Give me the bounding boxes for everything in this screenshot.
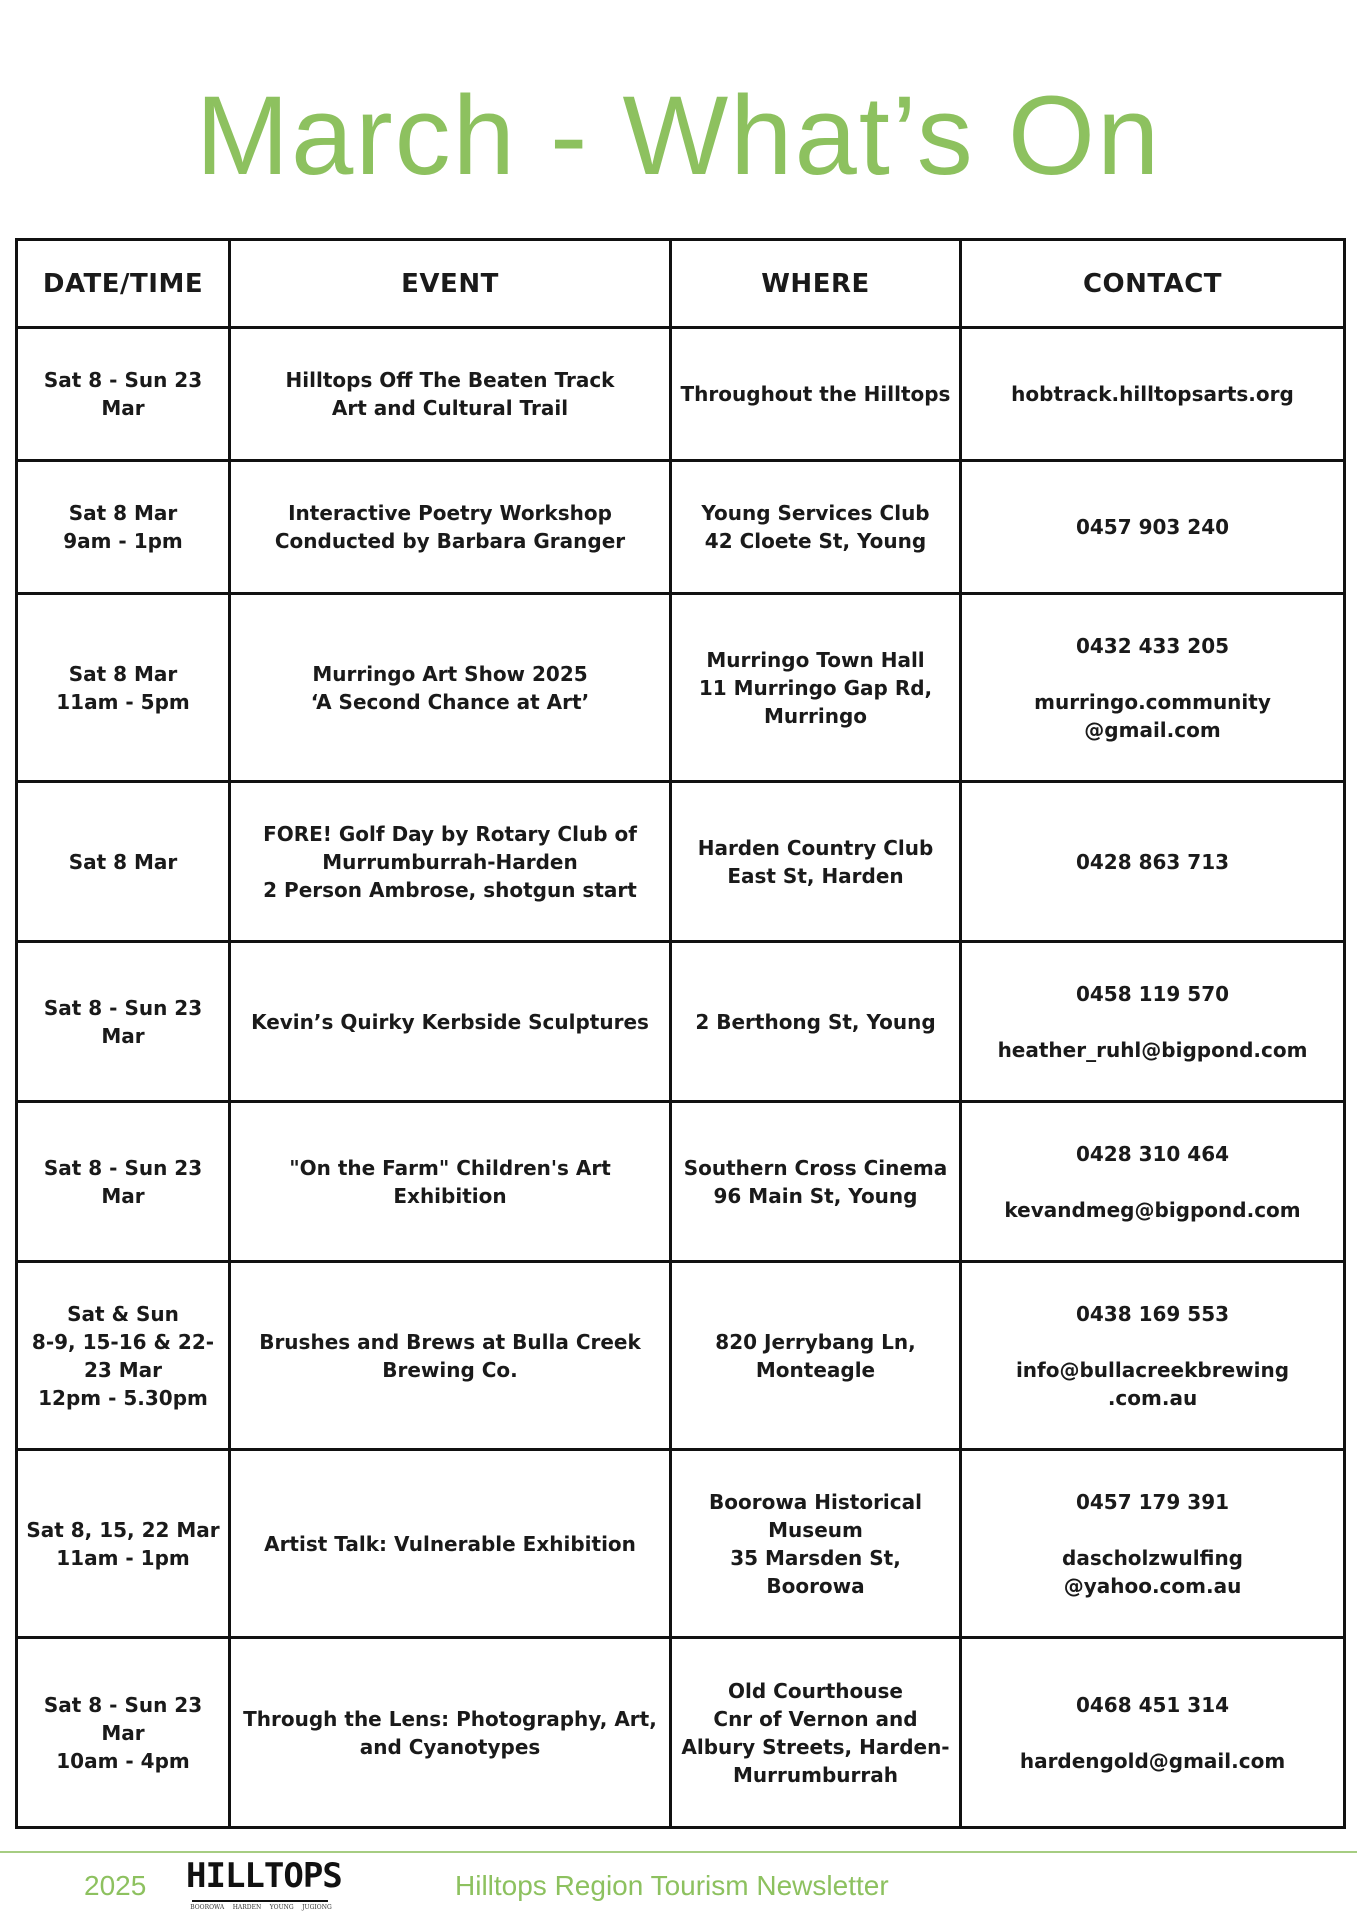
header-contact: CONTACT xyxy=(961,240,1345,328)
logo-town: BOOROWA xyxy=(190,1904,225,1911)
header-where: WHERE xyxy=(671,240,961,328)
where-cell: 2 Berthong St, Young xyxy=(671,942,961,1102)
table-row xyxy=(17,1102,1345,1262)
date-time-cell: Sat 8 - Sun 23 Mar 10am - 4pm xyxy=(17,1638,230,1828)
table-row xyxy=(17,594,1345,782)
date-time-cell: Sat 8 - Sun 23 Mar xyxy=(17,942,230,1102)
table-row xyxy=(17,1262,1345,1450)
event-cell: Kevin’s Quirky Kerbside Sculptures xyxy=(230,942,671,1102)
event-cell: Through the Lens: Photography, Art, and Cyanotypes xyxy=(230,1638,671,1828)
event-cell: FORE! Golf Day by Rotary Club of Murrumburrah-Harden 2 Person Ambrose, shotgun start xyxy=(230,782,671,942)
footer-year: 2025 xyxy=(84,1870,147,1901)
event-cell: Interactive Poetry Workshop Conducted by Barbara Granger xyxy=(230,461,671,594)
footer-divider xyxy=(0,1851,1357,1853)
where-cell: Murringo Town Hall 11 Murringo Gap Rd, Murringo xyxy=(671,594,961,782)
contact-cell: 0432 433 205 murringo.community @gmail.com xyxy=(961,594,1345,782)
table-row xyxy=(17,461,1345,594)
date-time-cell: Sat 8 - Sun 23 Mar xyxy=(17,1102,230,1262)
logo-towns xyxy=(186,1904,336,1911)
where-cell: Harden Country Club East St, Harden xyxy=(671,782,961,942)
contact-cell: 0428 863 713 xyxy=(961,782,1345,942)
table-row xyxy=(17,1638,1345,1828)
where-cell: Southern Cross Cinema 96 Main St, Young xyxy=(671,1102,961,1262)
contact-cell: hobtrack.hilltopsarts.org xyxy=(961,328,1345,461)
table-row xyxy=(17,782,1345,942)
where-cell: Boorowa Historical Museum 35 Marsden St, Boorowa xyxy=(671,1450,961,1638)
table-header-row xyxy=(17,240,1345,328)
date-time-cell: Sat 8 Mar 11am - 5pm xyxy=(17,594,230,782)
page-title: March - What’s On xyxy=(195,73,1162,198)
where-cell: Throughout the Hilltops xyxy=(671,328,961,461)
contact-cell: 0457 179 391 dascholzwulfing @yahoo.com.au xyxy=(961,1450,1345,1638)
logo-wordmark: HILLTOPS xyxy=(186,1856,342,1896)
where-cell: Young Services Club 42 Cloete St, Young xyxy=(671,461,961,594)
contact-cell: 0428 310 464 kevandmeg@bigpond.com xyxy=(961,1102,1345,1262)
header-event: EVENT xyxy=(230,240,671,328)
logo-town: JUGIONG xyxy=(302,1904,332,1911)
date-time-cell: Sat 8 Mar xyxy=(17,782,230,942)
contact-cell: 0457 903 240 xyxy=(961,461,1345,594)
contact-cell: 0438 169 553 info@bullacreekbrewing .com.au xyxy=(961,1262,1345,1450)
date-time-cell: Sat 8 - Sun 23 Mar xyxy=(17,328,230,461)
logo-town: YOUNG xyxy=(269,1904,294,1911)
where-cell: 820 Jerrybang Ln, Monteagle xyxy=(671,1262,961,1450)
event-cell: "On the Farm" Children's Art Exhibition xyxy=(230,1102,671,1262)
table-row xyxy=(17,942,1345,1102)
date-time-cell: Sat 8 Mar 9am - 1pm xyxy=(17,461,230,594)
events-table xyxy=(15,238,1346,1829)
hilltops-logo xyxy=(186,1854,342,1920)
event-cell: Artist Talk: Vulnerable Exhibition xyxy=(230,1450,671,1638)
event-cell: Hilltops Off The Beaten Track Art and Cultural Trail xyxy=(230,328,671,461)
newsletter-name: Hilltops Region Tourism Newsletter xyxy=(455,1870,889,1901)
event-cell: Brushes and Brews at Bulla Creek Brewing Co. xyxy=(230,1262,671,1450)
contact-cell: 0458 119 570 heather_ruhl@bigpond.com xyxy=(961,942,1345,1102)
date-time-cell: Sat & Sun 8-9, 15-16 & 22- 23 Mar 12pm - 5.30pm xyxy=(17,1262,230,1450)
where-cell: Old Courthouse Cnr of Vernon and Albury Streets, Harden- Murrumburrah xyxy=(671,1638,961,1828)
logo-rule xyxy=(192,1900,328,1902)
table-row xyxy=(17,328,1345,461)
contact-cell: 0468 451 314 hardengold@gmail.com xyxy=(961,1638,1345,1828)
event-cell: Murringo Art Show 2025 ‘A Second Chance at Art’ xyxy=(230,594,671,782)
date-time-cell: Sat 8, 15, 22 Mar 11am - 1pm xyxy=(17,1450,230,1638)
header-date-time: DATE/TIME xyxy=(17,240,230,328)
logo-town: HARDEN xyxy=(232,1904,262,1911)
table-row xyxy=(17,1450,1345,1638)
